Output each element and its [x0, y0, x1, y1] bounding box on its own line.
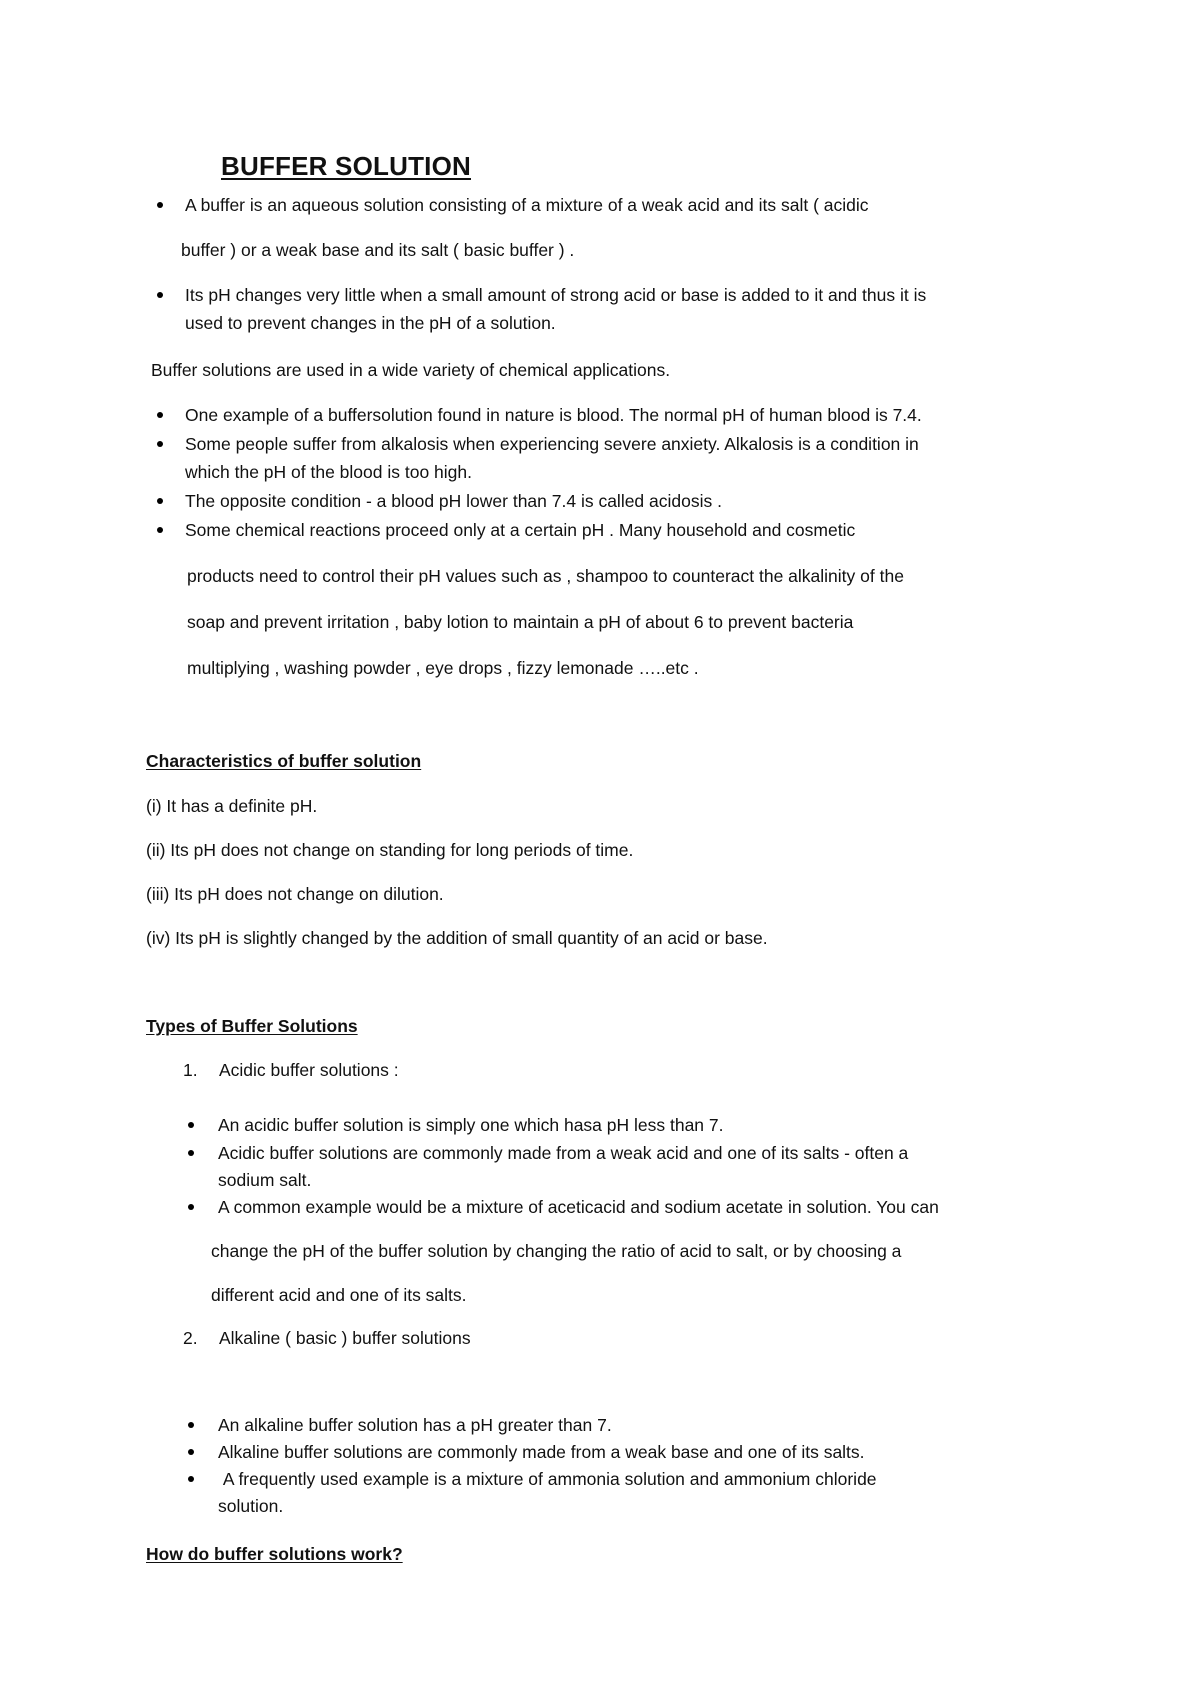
intro-bullet-2 [157, 282, 926, 309]
intro-paragraph: Buffer solutions are used in a wide variety of chemical applications. [151, 360, 671, 380]
bullet-text: A common example would be a mixture of aceticacid and sodium acetate in solution. You can [218, 1197, 939, 1217]
intro-bullet-5 [157, 488, 722, 515]
bullet-dot-icon [188, 1204, 194, 1210]
bullet-text: Some people suffer from alkalosis when experiencing severe anxiety. Alkalosis is a condition in [185, 434, 919, 454]
bullet-continuation: soap and prevent irritation , baby lotion to maintain a pH of about 6 to prevent bacteria [187, 612, 854, 632]
bullet-text: A buffer is an aqueous solution consisting of a mixture of a weak acid and its salt ( acidic [185, 195, 869, 215]
bullet-dot-icon [157, 498, 163, 504]
bullet-continuation: solution. [218, 1496, 284, 1516]
bullet-dot-icon [188, 1150, 194, 1156]
bullet-text: An acidic buffer solution is simply one which hasa pH less than 7. [218, 1115, 724, 1135]
bullet-text: Some chemical reactions proceed only at a certain pH . Many household and cosmetic [185, 520, 856, 540]
intro-bullet-1 [157, 192, 869, 219]
bullet-dot-icon [157, 412, 163, 418]
bullet-dot-icon [188, 1122, 194, 1128]
bullet-text: An alkaline buffer solution has a pH greater than 7. [218, 1415, 612, 1435]
bullet-dot-icon [157, 527, 163, 533]
alkaline-bullet-1 [188, 1412, 612, 1439]
bullet-text: A frequently used example is a mixture of ammonia solution and ammonium chloride [218, 1469, 877, 1489]
bullet-dot-icon [188, 1476, 194, 1482]
intro-bullet-6 [157, 517, 855, 544]
characteristic-item: (iii) Its pH does not change on dilution. [146, 884, 444, 904]
acidic-subheading [183, 1057, 399, 1084]
alkaline-title: Alkaline ( basic ) buffer solutions [219, 1328, 471, 1348]
bullet-text: Acidic buffer solutions are commonly made from a weak acid and one of its salts - often a [218, 1143, 909, 1163]
bullet-continuation: which the pH of the blood is too high. [185, 462, 472, 482]
bullet-continuation: buffer ) or a weak base and its salt ( basic buffer ) . [181, 240, 575, 260]
intro-bullet-4 [157, 431, 919, 458]
alkaline-bullet-2 [188, 1439, 865, 1466]
bullet-dot-icon [188, 1449, 194, 1455]
alkaline-bullet-3 [188, 1466, 1063, 1493]
bullet-dot-icon [157, 292, 163, 298]
bullet-continuation: multiplying , washing powder , eye drops , fizzy lemonade …..etc . [187, 658, 699, 678]
bullet-dot-icon [157, 202, 163, 208]
list-number: 2. [183, 1328, 198, 1348]
bullet-continuation: different acid and one of its salts. [211, 1285, 467, 1305]
characteristic-item: (i) It has a definite pH. [146, 796, 318, 816]
acidic-bullet-3 [188, 1194, 939, 1221]
bullet-continuation: products need to control their pH values such as , shampoo to counteract the alkalinity of the [187, 566, 904, 586]
alkaline-subheading [183, 1325, 471, 1352]
bullet-dot-icon [188, 1422, 194, 1428]
characteristic-item: (iv) Its pH is slightly changed by the addition of small quantity of an acid or base. [146, 928, 768, 948]
bullet-continuation: change the pH of the buffer solution by changing the ratio of acid to salt, or by choosing a [211, 1241, 902, 1261]
types-heading: Types of Buffer Solutions [146, 1016, 358, 1036]
acidic-title: Acidic buffer solutions : [219, 1060, 399, 1080]
how-heading: How do buffer solutions work? [146, 1544, 403, 1564]
bullet-continuation: sodium salt. [218, 1170, 312, 1190]
bullet-dot-icon [157, 441, 163, 447]
page-title: BUFFER SOLUTION [221, 151, 471, 181]
bullet-text: Alkaline buffer solutions are commonly made from a weak base and one of its salts. [218, 1442, 865, 1462]
bullet-text: Its pH changes very little when a small amount of strong acid or base is added to it and thus it is [185, 285, 927, 305]
bullet-continuation: used to prevent changes in the pH of a solution. [185, 313, 556, 333]
bullet-text: The opposite condition - a blood pH lower than 7.4 is called acidosis . [185, 491, 722, 511]
characteristic-item: (ii) Its pH does not change on standing for long periods of time. [146, 840, 634, 860]
characteristics-heading: Characteristics of buffer solution [146, 751, 422, 771]
acidic-bullet-1 [188, 1112, 724, 1139]
acidic-bullet-2 [188, 1140, 1063, 1167]
list-number: 1. [183, 1060, 198, 1080]
bullet-text: One example of a buffersolution found in nature is blood. The normal pH of human blood is 7.4. [185, 405, 922, 425]
intro-bullet-3 [157, 402, 922, 429]
